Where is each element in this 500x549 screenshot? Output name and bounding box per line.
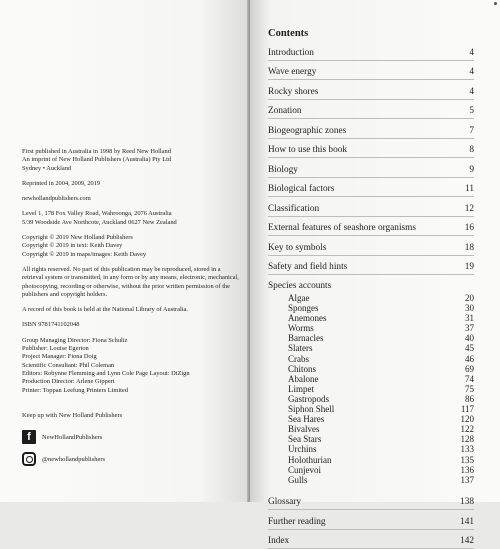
facebook-handle: NewHollandPublishers — [42, 433, 103, 441]
species-entry-page-number: 120 — [460, 414, 474, 425]
toc-end-entry-page-number: 142 — [460, 536, 474, 547]
species-entry-page-number: 37 — [465, 323, 474, 334]
species-entry-row — [268, 364, 474, 374]
toc-entry-row — [268, 178, 474, 198]
toc-entry-label: Rocky shores — [268, 86, 319, 97]
species-entry-row — [268, 343, 474, 353]
contents-title: Contents — [268, 28, 309, 39]
species-entry-row — [268, 354, 474, 364]
imprint-block — [22, 148, 240, 395]
toc-entry-page-number: 16 — [464, 223, 474, 233]
imprint-line: Sydney • Auckland — [22, 164, 72, 172]
species-entry-page-number: 45 — [465, 343, 474, 354]
toc-entry-row — [268, 139, 474, 159]
species-entry-label: Chitons — [288, 363, 317, 374]
keep-up-line — [22, 412, 222, 419]
imprint-gap — [22, 227, 240, 234]
species-entry-page-number: 74 — [465, 373, 474, 384]
toc-entry-label: Introduction — [268, 47, 314, 58]
imprint-line: Publisher: Louise Egerton — [22, 345, 89, 353]
toc-entry-row — [268, 119, 474, 139]
imprint-page — [0, 0, 250, 502]
species-entry-page-number: 86 — [465, 393, 474, 404]
species-entry-page-number: 69 — [465, 363, 474, 374]
species-entry-label: Bivalves — [288, 424, 320, 435]
imprint-gap — [22, 330, 240, 337]
toc-entry-row — [268, 80, 474, 100]
toc-entry-row — [268, 61, 474, 81]
toc-entry-row — [268, 236, 474, 256]
species-entry-label: Anemones — [288, 313, 327, 324]
toc-entry-label: Biological factors — [268, 184, 335, 194]
imprint-line: Copyright © 2019 in text: Keith Davey — [22, 242, 123, 250]
imprint-line: Project Manager: Fiona Doig — [22, 353, 97, 361]
species-entry-page-number: 137 — [460, 474, 474, 485]
species-entry-row — [268, 313, 474, 323]
imprint-line: Scientific Consultant: Phil Coleman — [22, 361, 115, 369]
imprint-line: ISBN 9781741102048 — [22, 321, 80, 329]
toc-entry-label: Zonation — [268, 106, 302, 116]
imprint-line: An imprint of New Holland Publishers (Australia) Pty Ltd — [22, 156, 172, 164]
species-entry-row — [268, 333, 474, 343]
species-entry-page-number: 40 — [465, 333, 474, 344]
species-entry-page-number: 46 — [465, 353, 474, 364]
imprint-line: Copyright © 2019 New Holland Publishers — [22, 234, 133, 242]
corner-mark — [494, 2, 497, 5]
toc-entry-label: How to use this book — [268, 145, 348, 155]
imprint-gap — [22, 299, 240, 306]
toc-entry-page-number: 18 — [464, 242, 474, 253]
imprint-line: Copyright © 2019 in maps/images: Keith Davey — [22, 250, 147, 258]
imprint-line: First published in Australia in 1998 by Reed New Holland — [22, 148, 171, 155]
toc-end-entries — [268, 491, 474, 549]
toc-entry-label: Biology — [268, 164, 298, 175]
toc-end-entry-label: Glossary — [268, 497, 302, 508]
toc-end-entry-label: Further reading — [268, 516, 326, 527]
species-entry-row — [268, 303, 474, 313]
species-entry-page-number: 117 — [460, 404, 474, 415]
species-entry-label: Siphon Shell — [288, 404, 335, 415]
toc-end-entry-label: Index — [268, 536, 290, 547]
imprint-line: Group Managing Director: Fiona Schultz — [22, 336, 128, 344]
imprint-gap — [22, 188, 240, 195]
toc-entry-page-number: 4 — [469, 86, 474, 97]
species-entry-row — [268, 465, 474, 475]
species-entry-label: Gastropods — [288, 393, 329, 404]
species-entry-page-number: 75 — [465, 383, 474, 394]
toc-end-entry-row — [268, 510, 474, 530]
toc-entry-label: External features of seashore organisms — [268, 223, 417, 233]
species-entry-label: Sponges — [288, 303, 319, 314]
species-entry-page-number: 133 — [460, 444, 474, 455]
toc-entry-page-number: 7 — [469, 125, 474, 136]
species-entry-row — [268, 404, 474, 414]
toc-entry-label: Key to symbols — [268, 242, 327, 253]
species-entry-page-number: 20 — [465, 293, 474, 303]
toc-entry-label: Wave energy — [268, 67, 317, 77]
species-entry-row — [268, 414, 474, 424]
toc-entry-row — [268, 256, 474, 276]
toc-entry-row — [268, 217, 474, 237]
species-entry-row — [268, 394, 474, 404]
species-entry-label: Sea Hares — [288, 414, 325, 425]
imprint-gap — [22, 203, 240, 210]
instagram-handle: @newhollandpublishers — [42, 455, 106, 463]
imprint-gap — [22, 259, 240, 266]
toc-entry-page-number: 4 — [469, 67, 474, 77]
toc-entry-label: Classification — [268, 203, 320, 214]
species-entry-page-number: 135 — [460, 454, 474, 465]
imprint-line: Production Director: Arlene Gippert — [22, 378, 115, 386]
species-entry-page-number: 30 — [465, 303, 474, 314]
species-entry-row — [268, 374, 474, 384]
species-entry-row — [268, 293, 474, 303]
imprint-line: Printer: Toppan Leefung Printers Limited — [22, 386, 128, 394]
species-entry-label: Barnacles — [288, 333, 324, 344]
toc-end-entry-row — [268, 530, 474, 549]
imprint-line: 5/39 Woodside Ave Northcote, Auckland 0627 New Zealand — [22, 218, 177, 226]
species-entry-row — [268, 384, 474, 394]
table-of-contents — [268, 28, 474, 549]
toc-entry-row — [268, 158, 474, 178]
species-entry-label: Limpet — [288, 383, 314, 394]
species-entry-row — [268, 323, 474, 333]
species-entry-row — [268, 455, 474, 465]
species-entry-row — [268, 444, 474, 454]
species-heading: Species accounts — [268, 281, 332, 291]
imprint-line: A record of this book is held at the National Library of Australia. — [22, 306, 188, 314]
imprint-line: All rights reserved. No part of this publication may be reproduced, stored in a retrieval system or transmitted, in any form or by any means, electronic, mechanical, photocopying, recording or otherwise, without the prior written permission of the publishers and copyright holders. — [22, 265, 239, 298]
species-entry-page-number: 31 — [465, 313, 474, 324]
toc-entry-page-number: 11 — [465, 184, 474, 194]
facebook-icon: f — [22, 430, 36, 444]
species-entry-page-number: 128 — [460, 434, 474, 445]
imprint-line: Reprinted in 2004, 2009, 2019 — [22, 179, 101, 187]
toc-entry-row — [268, 100, 474, 120]
toc-main-entries — [268, 41, 474, 275]
instagram-line — [22, 452, 222, 466]
toc-entry-row — [268, 41, 474, 61]
species-entry-label: Crabs — [288, 353, 309, 364]
species-entry-label: Holothurian — [288, 454, 332, 465]
toc-entry-label: Biogeographic zones — [268, 125, 347, 136]
toc-species-entries — [268, 293, 474, 485]
facebook-line — [22, 430, 222, 444]
species-entry-label: Algae — [288, 293, 310, 303]
keep-up-text: Keep up with New Holland Publishers — [22, 412, 123, 419]
toc-entry-page-number: 4 — [469, 47, 474, 58]
imprint-line: newhollandpublishers.com — [22, 195, 91, 203]
species-entry-row — [268, 424, 474, 434]
toc-entry-page-number: 5 — [469, 106, 474, 116]
species-entry-label: Cunjevoi — [288, 464, 321, 475]
species-entry-page-number: 122 — [460, 424, 474, 435]
species-entry-label: Abalone — [288, 373, 319, 384]
imprint-line: Level 1, 178 Fox Valley Road, Wahroonga, 2076 Australia — [22, 210, 172, 218]
species-entry-page-number: 136 — [460, 464, 474, 475]
imprint-gap — [22, 314, 240, 321]
instagram-icon — [22, 452, 36, 466]
toc-entry-page-number: 8 — [469, 145, 474, 155]
toc-entry-page-number: 12 — [464, 203, 474, 214]
species-entry-row — [268, 434, 474, 444]
toc-entry-page-number: 19 — [464, 262, 474, 272]
imprint-gap — [22, 173, 240, 180]
species-entry-label: Worms — [288, 323, 314, 334]
species-entry-label: Slaters — [288, 343, 313, 354]
species-entry-label: Sea Stars — [288, 434, 322, 445]
imprint-line: Editors: Robynne Flemming and Lynn Cole Page Layout: DiZign — [22, 369, 190, 377]
toc-entry-page-number: 9 — [469, 164, 474, 175]
toc-entry-label: Safety and field hints — [268, 262, 348, 272]
toc-end-entry-page-number: 138 — [460, 497, 474, 508]
species-entry-label: Gulls — [288, 474, 308, 485]
toc-end-entry-page-number: 141 — [460, 516, 474, 527]
toc-end-entry-row — [268, 491, 474, 511]
species-entry-row — [268, 475, 474, 485]
species-entry-label: Urchins — [288, 444, 317, 455]
toc-entry-row — [268, 197, 474, 217]
